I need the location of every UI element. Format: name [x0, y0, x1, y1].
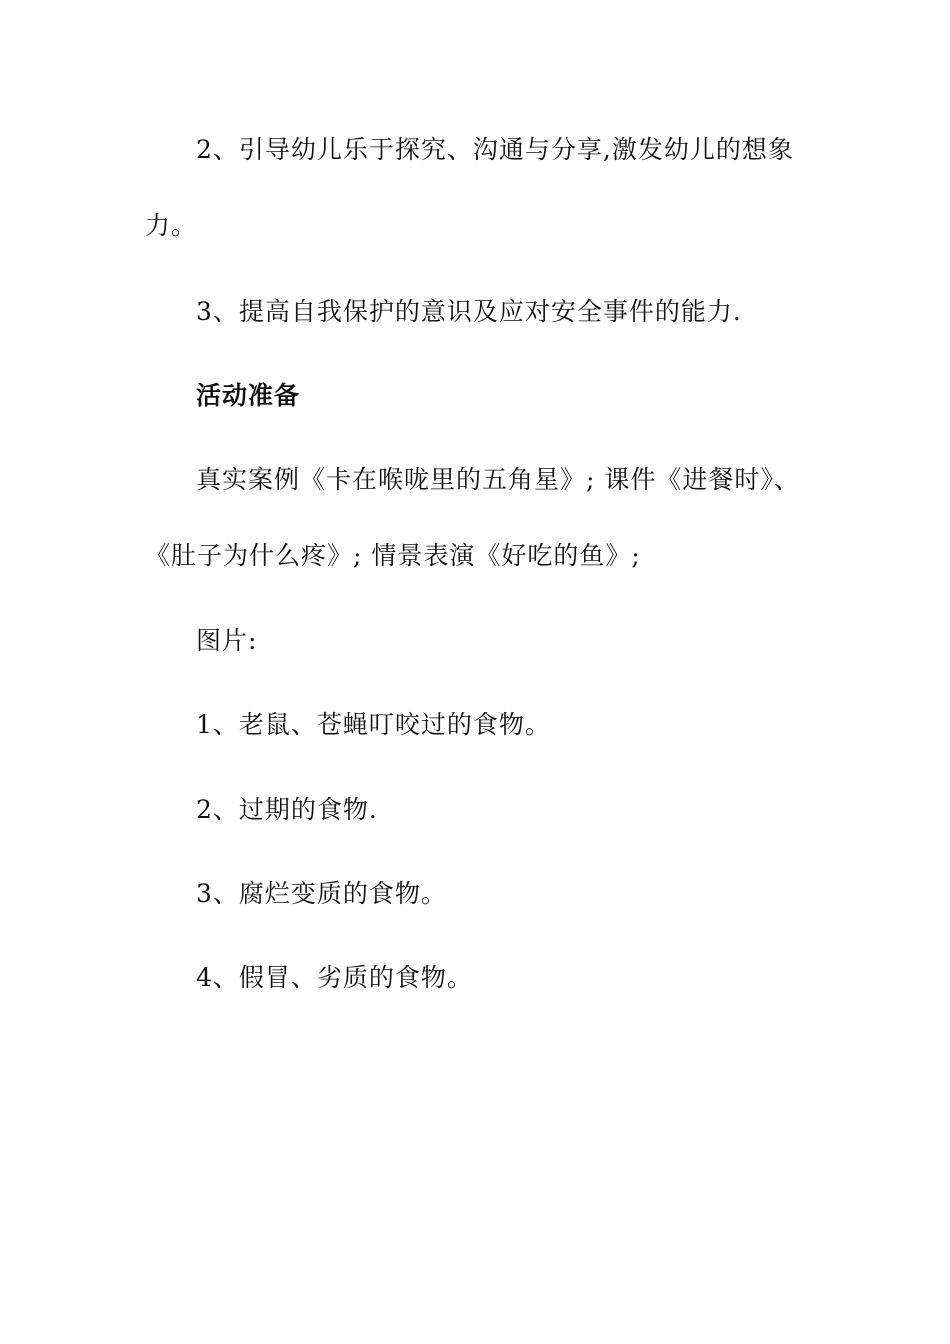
picture-item-1: 1、老鼠、苍蝇叮咬过的食物。 [196, 710, 551, 739]
picture-item-4: 4、假冒、劣质的食物。 [196, 963, 473, 992]
pictures-label: 图片: [196, 626, 258, 655]
picture-item-2: 2、过期的食物. [196, 795, 378, 824]
goal-item-3: 3、提高自我保护的意识及应对安全事件的能力. [196, 297, 742, 326]
preparation-materials-line-2: 《肚子为什么疼》; 情景表演《好吃的鱼》; [145, 541, 641, 570]
goal-item-2-line-2: 力。 [145, 211, 198, 240]
goal-item-2-line-1: 2、引导幼儿乐于探究、沟通与分享,激发幼儿的想象 [196, 135, 794, 164]
section-heading-preparation: 活动准备 [196, 381, 301, 410]
picture-item-3: 3、腐烂变质的食物。 [196, 879, 447, 908]
preparation-materials-line-1: 真实案例《卡在喉咙里的五角星》; 课件《进餐时》、 [196, 465, 800, 494]
